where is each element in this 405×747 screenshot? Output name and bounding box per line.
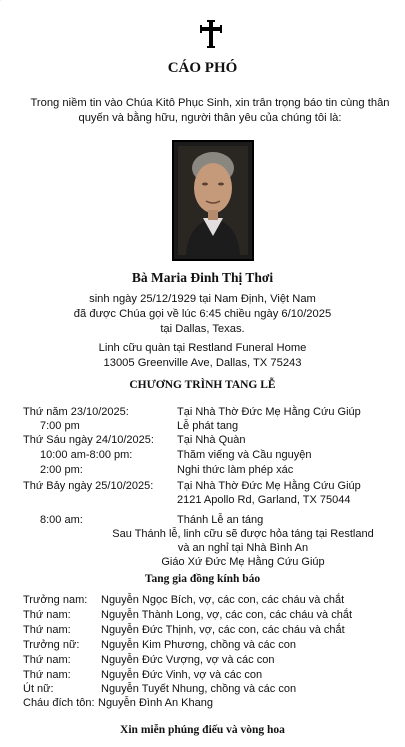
portrait-photo (178, 146, 248, 255)
mourning-ribbon (0, 0, 89, 31)
family-title: Tang gia đồng kính báo (144, 573, 261, 585)
family-name: Nguyễn Kim Phương, chồng và các con (101, 639, 296, 651)
family-name: Nguyễn Đức Vượng, vợ và các con (101, 654, 275, 666)
program-day-label: Thứ năm 23/10/2025: (23, 406, 129, 418)
page-title: CÁO PHÓ (167, 60, 238, 76)
program-day-label: Thứ Sáu ngày 24/10/2025: (23, 434, 154, 446)
after-mass-line: Sau Thánh lễ, linh cữu sẽ được hỏa táng tại Restland (112, 528, 374, 540)
program-detail: Thánh Lễ an táng (177, 514, 264, 526)
after-mass-line: và an nghỉ tại Nhà Bình An (177, 542, 309, 554)
funeral-home-info (0, 341, 405, 371)
program-detail: Thăm viếng và Cầu nguyện (177, 449, 312, 461)
family-name: Nguyễn Thành Long, vợ, các con, các cháu và chắt (101, 609, 352, 621)
program-day-label: Thứ Bảy ngày 25/10/2025: (23, 480, 154, 492)
family-role: Thứ nam: (23, 609, 71, 621)
family-role: Út nữ: (23, 683, 54, 695)
program-time-label: 8:00 am: (40, 514, 83, 526)
death-line: đã được Chúa gọi về lúc 6:45 chiều ngày 6/10/2025 (73, 308, 332, 320)
deceased-name: Bà Maria Đinh Thị Thơi (131, 270, 274, 285)
family-role: Thứ nam: (23, 624, 71, 636)
program-time-label: 2:00 pm: (40, 464, 83, 476)
portrait-frame (172, 140, 254, 261)
family-name: Nguyễn Đức Vinh, vợ và các con (101, 669, 263, 681)
program-detail: Nghi thức làm phép xác (177, 464, 294, 476)
program-detail: Lễ phát tang (177, 420, 239, 432)
family-name: Nguyễn Tuyết Nhung, chồng và các con (101, 683, 297, 695)
funeral-home-line: Linh cữu quàn tại Restland Funeral Home (98, 342, 307, 354)
family-name: Nguyễn Đình An Khang (98, 697, 213, 709)
family-name: Nguyễn Ngọc Bích, vợ, các con, các cháu và chắt (101, 594, 345, 606)
program-time-label: 7:00 pm (40, 420, 80, 432)
family-role: Thứ nam: (23, 654, 71, 666)
program-time-label: 10:00 am-8:00 pm: (40, 449, 133, 461)
cross-icon (200, 20, 222, 48)
program-detail: Tại Nhà Thờ Đức Mẹ Hằng Cứu Giúp (177, 480, 361, 492)
family-name: Nguyễn Đức Thịnh, vợ, các con, các cháu và chắt (101, 624, 345, 636)
birth-line: sinh ngày 25/12/1929 tại Nam Định, Việt Nam (89, 293, 316, 305)
intro-text: Trong niềm tin vào Chúa Kitô Phục Sinh, xin trân trọng báo tin cùng thân quyến và bằng hữu, người thân yêu của chúng tôi là: (30, 97, 390, 124)
after-mass-line: Giáo Xứ Đức Mẹ Hằng Cứu Giúp (161, 556, 325, 568)
funeral-home-address: 13005 Greenville Ave, Dallas, TX 75243 (103, 357, 302, 369)
family-role: Trưởng nam: (23, 594, 88, 606)
death-place-line: tại Dallas, Texas. (160, 323, 245, 335)
family-role: Trưởng nữ: (23, 639, 80, 651)
program-detail: Tại Nhà Quàn (177, 434, 246, 446)
program-detail: Tại Nhà Thờ Đức Mẹ Hằng Cứu Giúp (177, 406, 361, 418)
closing-note: Xin miễn phúng điếu và vòng hoa (120, 724, 285, 736)
program-detail: 2121 Apollo Rd, Garland, TX 75044 (177, 494, 351, 506)
family-role: Cháu đích tôn: (23, 697, 95, 709)
program-title: CHƯƠNG TRÌNH TANG LỄ (129, 379, 276, 391)
family-role: Thứ nam: (23, 669, 71, 681)
life-info (0, 292, 405, 337)
